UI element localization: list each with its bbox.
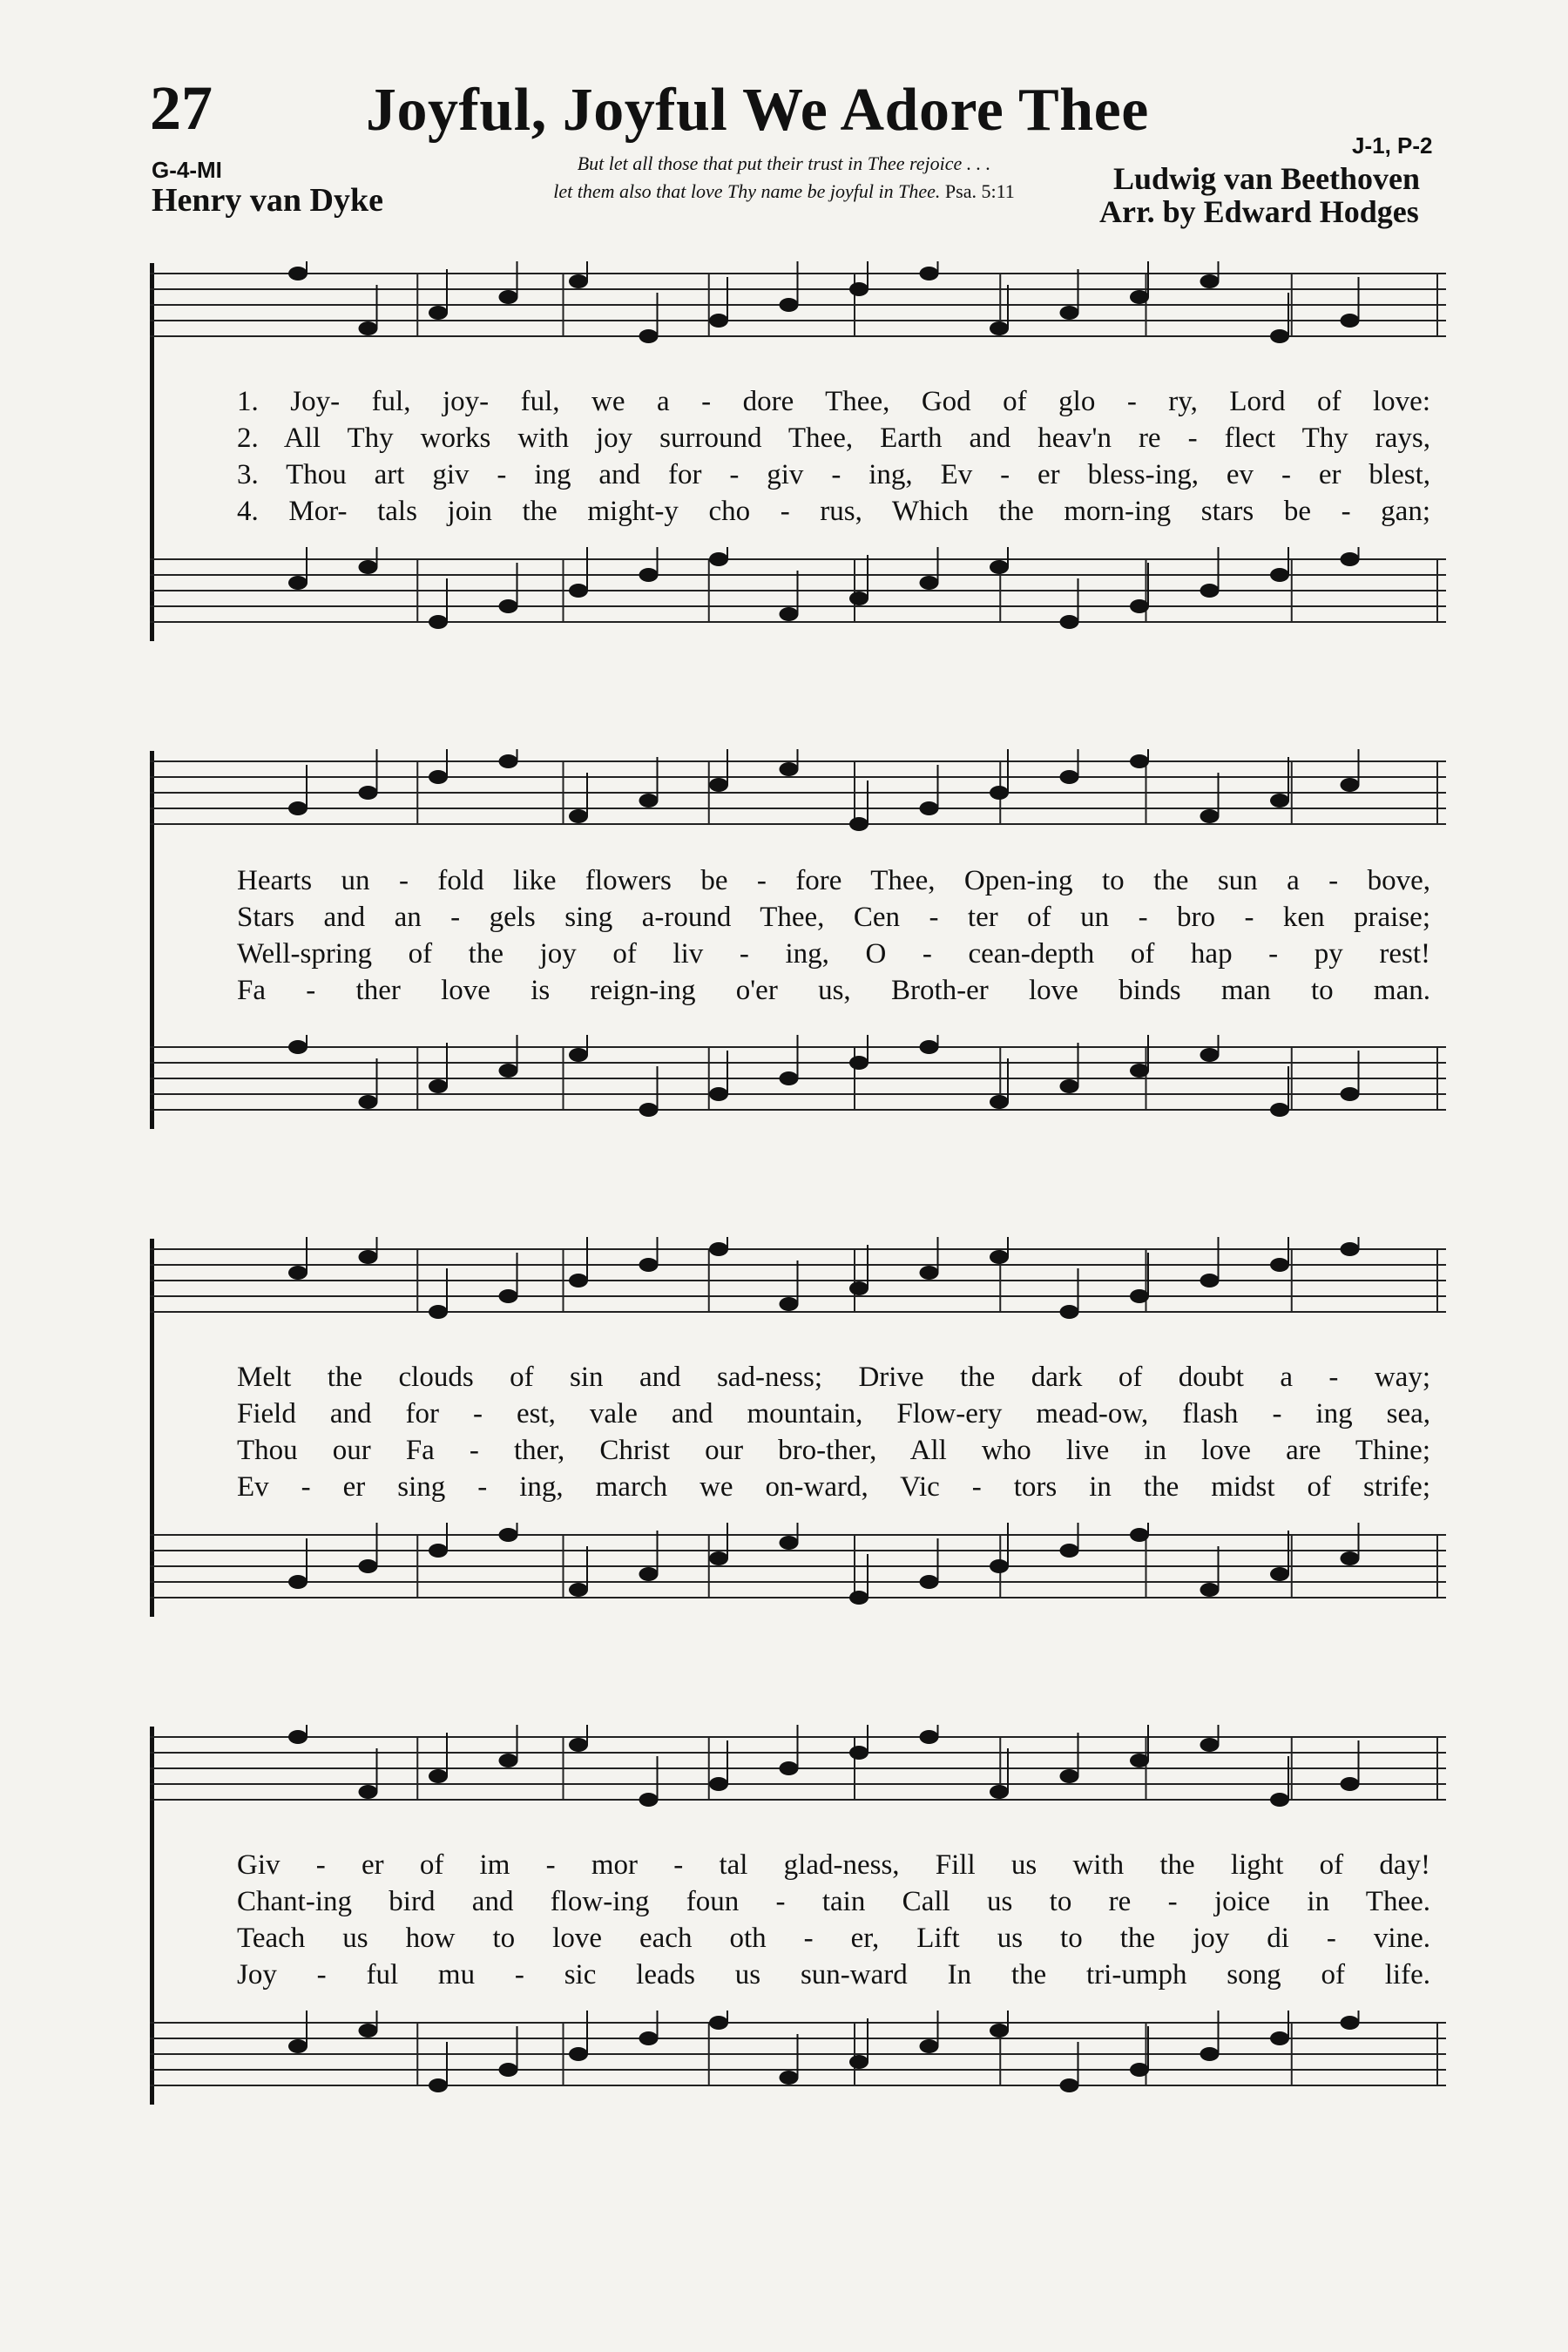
notehead	[990, 560, 1009, 574]
notehead	[1130, 2063, 1149, 2077]
notehead	[1200, 1274, 1220, 1288]
notehead	[288, 1575, 308, 1589]
notehead	[709, 1242, 728, 1256]
notehead	[288, 1730, 308, 1744]
notehead	[780, 1536, 799, 1550]
notehead	[1130, 290, 1149, 304]
verse-lyrics	[237, 1847, 1430, 1993]
staff-lines	[150, 749, 1446, 831]
notehead	[359, 2024, 378, 2038]
notehead	[429, 770, 448, 784]
notehead	[920, 2039, 939, 2053]
notehead	[990, 1559, 1009, 1573]
notehead	[849, 1746, 868, 1760]
notehead	[639, 1258, 659, 1272]
notehead	[1060, 2078, 1079, 2092]
music-system-1	[150, 253, 1446, 662]
notehead	[990, 1095, 1009, 1109]
notehead	[429, 1769, 448, 1783]
notehead	[990, 321, 1009, 335]
notehead	[639, 1567, 659, 1581]
notehead	[1060, 770, 1079, 784]
notehead	[780, 1297, 799, 1311]
lyric-line-verse-3: Teach us how to love each oth - er, Lift us to the joy di - vine.	[237, 1923, 1430, 1954]
notehead	[849, 591, 868, 605]
notehead	[499, 1289, 518, 1303]
notehead	[499, 1528, 518, 1542]
tune-code-right: J-1, P-2	[1352, 132, 1433, 159]
notehead	[569, 1048, 588, 1062]
scripture-epigraph	[462, 150, 1106, 206]
bass-staff	[150, 1035, 1446, 1131]
lyric-line-verse-3: Thou our Fa - ther, Christ our bro-ther, All who live in love are Thine;	[237, 1435, 1430, 1466]
notehead	[709, 552, 728, 566]
staff-lines	[150, 1725, 1446, 1807]
notehead	[849, 1281, 868, 1295]
notehead	[499, 599, 518, 613]
notehead	[1060, 1544, 1079, 1558]
epigraph-line-2-text: let them also that love Thy name be joyful in Thee.	[553, 179, 941, 202]
lyric-line-verse-1: Giv - er of im - mor - tal glad-ness, Fill us with the light of day!	[237, 1849, 1430, 1881]
staff-lines	[150, 1035, 1446, 1117]
lyric-line-verse-2: Chant-ing bird and flow-ing foun - tain Call us to re - joice in Thee.	[237, 1886, 1430, 1917]
hymn-title: Joyful, Joyful We Adore Thee	[366, 77, 1149, 144]
notehead	[639, 2031, 659, 2045]
staff-lines	[150, 547, 1446, 629]
lyric-line-verse-4: Joy - ful mu - sic leads us sun-ward In the tri-umph song of life.	[237, 1959, 1430, 1990]
notehead	[429, 1079, 448, 1093]
staff-lines	[150, 1523, 1446, 1605]
notehead	[288, 1040, 308, 1054]
staff-lines	[150, 261, 1446, 343]
notehead	[359, 786, 378, 800]
notehead	[1060, 306, 1079, 320]
verse-lyrics	[237, 862, 1430, 1009]
notehead	[1270, 1793, 1289, 1807]
notehead	[1130, 599, 1149, 613]
music-system-2	[150, 740, 1446, 1150]
notehead	[569, 274, 588, 288]
notehead	[1130, 1528, 1149, 1542]
notehead	[499, 2063, 518, 2077]
notehead	[288, 2039, 308, 2053]
notehead	[569, 1583, 588, 1597]
notehead	[639, 1103, 659, 1117]
notehead	[920, 1040, 939, 1054]
notehead	[359, 560, 378, 574]
epigraph-reference: Psa. 5:11	[944, 179, 1015, 202]
notehead	[990, 786, 1009, 800]
notehead	[1200, 1583, 1220, 1597]
notehead	[709, 1087, 728, 1101]
notehead	[780, 762, 799, 776]
notehead	[709, 778, 728, 792]
notehead	[359, 1785, 378, 1799]
notehead	[429, 615, 448, 629]
notehead	[429, 1305, 448, 1319]
notehead	[639, 1793, 659, 1807]
notehead	[429, 306, 448, 320]
lyric-line-verse-4: Ev - er sing - ing, march we on-ward, Vic - tors in the midst of strife;	[237, 1471, 1430, 1503]
verse-lyrics	[237, 383, 1430, 530]
notehead	[1341, 1551, 1360, 1565]
notehead	[569, 809, 588, 823]
notehead	[1130, 1754, 1149, 1767]
notehead	[920, 267, 939, 280]
arranger: Arr. by Edward Hodges	[1099, 194, 1419, 229]
treble-staff	[150, 261, 1446, 357]
bass-staff	[150, 2011, 1446, 2106]
hymn-number: 27	[150, 73, 213, 143]
notehead	[288, 1266, 308, 1280]
notehead	[359, 1250, 378, 1264]
notehead	[1341, 2016, 1360, 2030]
notehead	[639, 794, 659, 808]
lyric-line-verse-3: Well-spring of the joy of liv - ing, O - cean-depth of hap - py rest!	[237, 938, 1430, 970]
notehead	[780, 1761, 799, 1775]
lyric-line-verse-3: 3. Thou art giv - ing and for - giv - ing, Ev - er bless-ing, ev - er blest,	[237, 459, 1430, 490]
lyric-line-verse-1: 1. Joy- ful, joy- ful, we a - dore Thee, God of glo - ry, Lord of love:	[237, 386, 1430, 417]
notehead	[639, 568, 659, 582]
notehead	[990, 1785, 1009, 1799]
notehead	[639, 329, 659, 343]
notehead	[780, 298, 799, 312]
notehead	[1060, 615, 1079, 629]
notehead	[1270, 329, 1289, 343]
notehead	[499, 1064, 518, 1078]
notehead	[920, 576, 939, 590]
notehead	[569, 584, 588, 598]
notehead	[920, 1266, 939, 1280]
treble-staff	[150, 1237, 1446, 1333]
staff-lines	[150, 1237, 1446, 1319]
lyric-line-verse-4: 4. Mor- tals join the might-y cho - rus, Which the morn-ing stars be - gan;	[237, 496, 1430, 527]
notehead	[359, 1095, 378, 1109]
notehead	[849, 1591, 868, 1605]
bass-staff	[150, 1523, 1446, 1619]
notehead	[1341, 1242, 1360, 1256]
music-system-3	[150, 1228, 1446, 1638]
notehead	[1341, 314, 1360, 328]
notehead	[429, 2078, 448, 2092]
lyric-line-verse-4: Fa - ther love is reign-ing o'er us, Broth-er love binds man to man.	[237, 975, 1430, 1006]
notehead	[1200, 809, 1220, 823]
lyric-line-verse-2: 2. All Thy works with joy surround Thee, Earth and heav'n re - flect Thy rays,	[237, 422, 1430, 454]
notehead	[1270, 568, 1289, 582]
notehead	[709, 1551, 728, 1565]
notehead	[1130, 754, 1149, 768]
notehead	[499, 754, 518, 768]
composer: Ludwig van Beethoven	[1113, 161, 1421, 196]
notehead	[1130, 1289, 1149, 1303]
notehead	[429, 1544, 448, 1558]
notehead	[288, 576, 308, 590]
notehead	[849, 817, 868, 831]
author: Henry van Dyke	[152, 182, 383, 219]
lyric-line-verse-2: Field and for - est, vale and mountain, Flow-ery mead-ow, flash - ing sea,	[237, 1398, 1430, 1429]
lyric-line-verse-1: Melt the clouds of sin and sad-ness; Drive the dark of doubt a - way;	[237, 1362, 1430, 1393]
notehead	[1060, 1305, 1079, 1319]
notehead	[920, 1730, 939, 1744]
notehead	[990, 1250, 1009, 1264]
notehead	[849, 282, 868, 296]
notehead	[849, 1056, 868, 1070]
treble-staff	[150, 749, 1446, 845]
lyric-line-verse-1: Hearts un - fold like flowers be - fore Thee, Open-ing to the sun a - bove,	[237, 865, 1430, 896]
notehead	[1200, 274, 1220, 288]
notehead	[1200, 1738, 1220, 1752]
notehead	[569, 2047, 588, 2061]
notehead	[1341, 1777, 1360, 1791]
epigraph-line-1: But let all those that put their trust in Thee rejoice . . .	[577, 152, 991, 174]
notehead	[288, 801, 308, 815]
epigraph-line-2	[462, 178, 1106, 206]
notehead	[1270, 1567, 1289, 1581]
notehead	[288, 267, 308, 280]
notehead	[1270, 794, 1289, 808]
notehead	[990, 2024, 1009, 2038]
notehead	[1341, 1087, 1360, 1101]
notehead	[359, 1559, 378, 1573]
bass-staff	[150, 547, 1446, 643]
notehead	[780, 1071, 799, 1085]
notehead	[359, 321, 378, 335]
notehead	[709, 1777, 728, 1791]
notehead	[569, 1738, 588, 1752]
notehead	[1130, 1064, 1149, 1078]
notehead	[499, 290, 518, 304]
staff-lines	[150, 2011, 1446, 2092]
notehead	[1060, 1769, 1079, 1783]
notehead	[1270, 2031, 1289, 2045]
notehead	[1341, 552, 1360, 566]
notehead	[1200, 584, 1220, 598]
tune-code-left: G-4-MI	[152, 157, 222, 183]
notehead	[849, 2055, 868, 2069]
notehead	[920, 1575, 939, 1589]
notehead	[499, 1754, 518, 1767]
notehead	[1341, 778, 1360, 792]
notehead	[1200, 1048, 1220, 1062]
lyric-line-verse-2: Stars and an - gels sing a-round Thee, Cen - ter of un - bro - ken praise;	[237, 902, 1430, 933]
music-system-4	[150, 1716, 1446, 2126]
notehead	[709, 2016, 728, 2030]
notehead	[780, 2071, 799, 2085]
verse-lyrics	[237, 1359, 1430, 1505]
notehead	[1270, 1103, 1289, 1117]
notehead	[569, 1274, 588, 1288]
notehead	[920, 801, 939, 815]
treble-staff	[150, 1725, 1446, 1821]
notehead	[709, 314, 728, 328]
notehead	[1270, 1258, 1289, 1272]
notehead	[1060, 1079, 1079, 1093]
notehead	[780, 607, 799, 621]
notehead	[1200, 2047, 1220, 2061]
